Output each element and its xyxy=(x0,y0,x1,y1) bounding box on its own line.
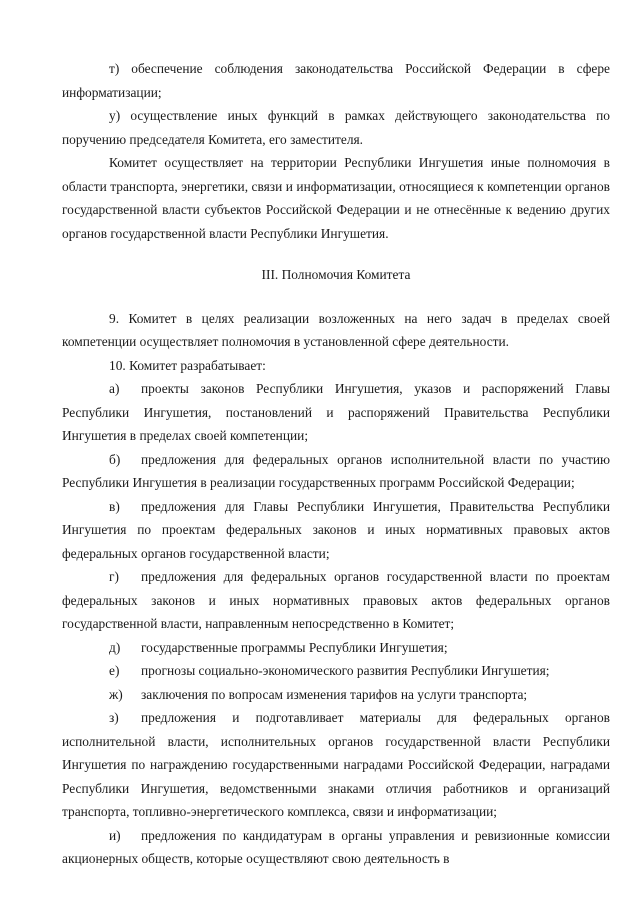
section-heading: III. Полномочия Комитета xyxy=(261,267,411,282)
paragraph-committee-powers: Комитет осуществляет на территории Республики Ингушетия иные полномочия в области транспорта, энергетики, связи и информатизации, относящиеся к компетенции органов государственной власти субъектов Российской Федерации и не отнесённые к ведению других органов государственной власти Республики Ингушетия. xyxy=(62,155,610,241)
list-item-marker: в) xyxy=(109,498,120,514)
list-item-text: предложения для Главы Республики Ингушетия, Правительства Республики Ингушетия по проектам федеральных законов и иных нормативных правовых актов федеральных органов государственной власти; xyxy=(62,498,610,561)
list-item-text: предложения для федеральных органов государственной власти по проектам федеральных законов и иных нормативных правовых актов федеральных органов государственной власти, направленным непосредственно в Комитет; xyxy=(62,569,610,631)
list-item xyxy=(62,565,610,636)
list-item-marker: г) xyxy=(109,569,119,584)
list-item-text: заключения по вопросам изменения тарифов на услуги транспорта; xyxy=(141,686,528,702)
list-item-text: проекты законов Республики Ингушетия, указов и распоряжений Главы Республики Ингушетия, постановлений и распоряжений Правительства Республики Ингушетия в пределах своей компетенции; xyxy=(62,381,610,443)
list-item-marker: з) xyxy=(109,710,119,725)
list-item-marker: б) xyxy=(109,451,121,467)
paragraph-10: 10. Комитет разрабатывает: xyxy=(109,357,266,373)
list-item-marker: ж) xyxy=(109,686,123,702)
list-item-marker: е) xyxy=(109,663,120,678)
list-item xyxy=(62,448,610,495)
list-item-marker: и) xyxy=(109,827,121,843)
list-item-marker: д) xyxy=(109,639,121,655)
list-item xyxy=(62,683,610,707)
list-item-text: государственные программы Республики Ингушетия; xyxy=(141,639,448,655)
list-item-text: предложения и подготавливает материалы для федеральных органов исполнительной власти, исполнительных органов государственной власти Республики Ингушетия по награждению государственными наградами Российской Федерации, наградами Республики Ингушетия, ведомственными знаками отличия работников и организаций транспорта, топливно-энергетического комплекса, связи и информатизации; xyxy=(62,710,610,819)
list-item-text: прогнозы социально-экономического развития Республики Ингушетия; xyxy=(141,663,550,678)
paragraph-9: 9. Комитет в целях реализации возложенных на него задач в пределах своей компетенции осуществляет полномочия в установленной сфере деятельности. xyxy=(62,310,610,349)
list-item xyxy=(62,824,610,871)
list-item xyxy=(62,636,610,660)
list-item xyxy=(62,495,610,566)
list-item xyxy=(62,706,610,824)
paragraph-u: у) осуществление иных функций в рамках действующего законодательства по поручению председателя Комитета, его заместителя. xyxy=(62,108,610,147)
list-item xyxy=(62,659,610,683)
list-item-marker: а) xyxy=(109,381,120,396)
list-item-text: предложения по кандидатурам в органы управления и ревизионные комиссии акционерных обществ, которые осуществляют свою деятельность в xyxy=(62,827,610,866)
paragraph-t: т) обеспечение соблюдения законодательства Российской Федерации в сфере информатизации; xyxy=(62,61,610,100)
list-item xyxy=(62,377,610,448)
list-item-text: предложения для федеральных органов исполнительной власти по участию Республики Ингушетия в реализации государственных программ Российской Федерации; xyxy=(62,451,610,490)
